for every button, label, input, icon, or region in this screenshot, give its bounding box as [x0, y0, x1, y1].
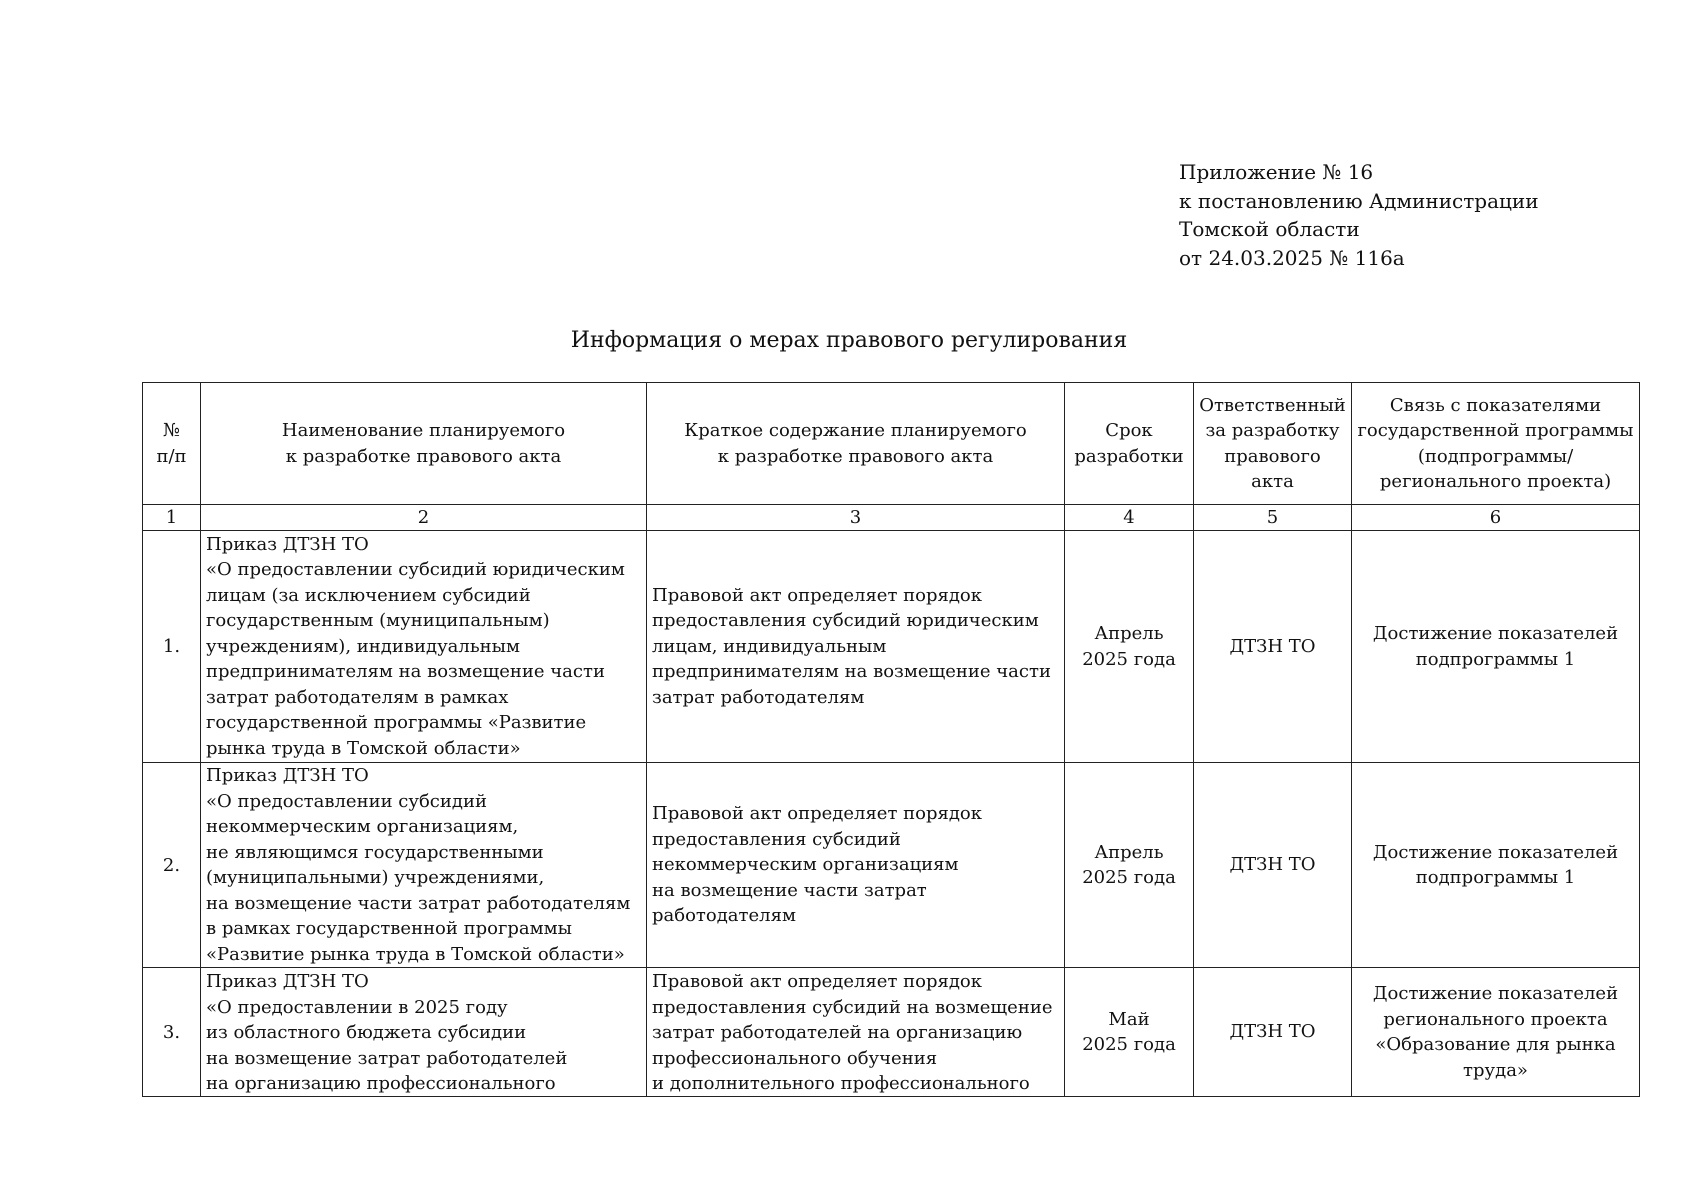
act-name-line: не являющимся государственными — [206, 841, 544, 863]
indicator-link-cell — [1352, 968, 1640, 1097]
term-line: Апрель — [1094, 841, 1164, 863]
act-name-line: «О предоставлении субсидий — [206, 790, 487, 812]
indicator-link-line: подпрограммы 1 — [1415, 648, 1576, 670]
header-line: Срок — [1105, 420, 1153, 441]
term-cell — [1065, 763, 1194, 968]
header-line: п/п — [156, 445, 187, 467]
act-name-line: Приказ ДТЗН ТО — [206, 765, 369, 786]
indicator-link-cell — [1352, 531, 1640, 763]
header-line: Краткое содержание планируемого — [684, 420, 1027, 441]
header-line: правового — [1224, 445, 1321, 467]
act-content-line: работодателям — [652, 905, 796, 927]
act-name-line: на возмещение затрат работодателей — [206, 1047, 568, 1069]
act-content-line: лицам, индивидуальным — [652, 635, 887, 657]
header-line: акта — [1251, 471, 1294, 492]
header-term — [1065, 383, 1194, 505]
indicator-link-cell — [1352, 763, 1640, 968]
indicator-link-line: Достижение показателей — [1372, 983, 1619, 1004]
column-number: 3 — [647, 505, 1065, 531]
act-content-line: затрат работодателей на организацию — [652, 1022, 1023, 1043]
header-line: № — [162, 420, 181, 441]
indicator-link-line: труда» — [1463, 1059, 1528, 1081]
header-line: государственной программы — [1357, 420, 1634, 441]
table-row — [143, 531, 1640, 763]
act-content-line: предоставления субсидий на возмещение — [652, 996, 1053, 1018]
act-name-line: государственной программы «Развитие — [206, 712, 587, 734]
act-content-line: профессионального обучения — [652, 1047, 938, 1069]
header-line: Наименование планируемого — [281, 420, 566, 441]
act-content-line: предпринимателям на возмещение части — [652, 661, 1051, 683]
act-name-line: лицам (за исключением субсидий — [206, 584, 531, 606]
act-content-line: предоставления субсидий — [652, 828, 901, 850]
indicator-link-line: подпрограммы 1 — [1415, 867, 1576, 888]
act-content-clip — [652, 969, 1059, 1095]
act-content-cell — [647, 968, 1065, 1097]
act-name-cell — [201, 531, 647, 763]
header-line: разработки — [1074, 445, 1184, 467]
indicator-link-line: регионального проекта — [1383, 1008, 1608, 1030]
appendix-line: Приложение № 16 — [1179, 160, 1374, 184]
act-name-line: на организацию профессионального — [206, 1073, 556, 1094]
table-header-row — [143, 383, 1640, 505]
term-line: 2025 года — [1082, 1034, 1176, 1055]
row-number: 2. — [143, 763, 201, 968]
header-responsible — [1194, 383, 1352, 505]
column-number-row — [143, 505, 1640, 531]
table-row — [143, 763, 1640, 968]
term-cell — [1065, 968, 1194, 1097]
appendix-line: к постановлению Администрации — [1179, 188, 1539, 213]
act-name-line: из областного бюджета субсидии — [206, 1022, 527, 1043]
act-name-line: (муниципальными) учреждениями, — [206, 867, 545, 888]
term-line: Май — [1108, 1008, 1150, 1030]
act-name-cell — [201, 968, 647, 1097]
act-name-line: на возмещение части затрат работодателям — [206, 892, 631, 914]
act-content-line: и дополнительного профессионального — [652, 1073, 1030, 1094]
act-name-line: в рамках государственной программы — [206, 918, 572, 939]
act-content-line: Правовой акт определяет порядок — [652, 803, 983, 825]
responsible-cell: ДТЗН ТО — [1194, 763, 1352, 968]
header-name — [201, 383, 647, 505]
header-line: (подпрограммы/ — [1417, 445, 1574, 467]
act-name-line: учреждениям), индивидуальным — [206, 635, 520, 657]
header-line: к разработке правового акта — [285, 445, 562, 467]
term-line: 2025 года — [1082, 867, 1176, 888]
act-name-line: предпринимателям на возмещение части — [206, 661, 605, 683]
table-row — [143, 968, 1640, 1097]
term-line: 2025 года — [1082, 648, 1176, 670]
act-content-line: Правовой акт определяет порядок — [652, 971, 983, 992]
indicator-link-line: «Образование для рынка — [1375, 1034, 1616, 1055]
column-number: 6 — [1352, 505, 1640, 531]
column-number: 2 — [201, 505, 647, 531]
column-number: 1 — [143, 505, 201, 531]
responsible-cell: ДТЗН ТО — [1194, 968, 1352, 1097]
act-name-clip — [206, 969, 641, 1095]
indicator-link-line: Достижение показателей — [1372, 841, 1619, 863]
act-name-cell — [201, 763, 647, 968]
document-title: Информация о мерах правового регулирования — [570, 328, 1128, 353]
act-name-line: государственным (муниципальным) — [206, 610, 550, 632]
act-name-line: рынка труда в Томской области» — [206, 737, 521, 759]
term-cell — [1065, 531, 1194, 763]
appendix-line: Томской области — [1179, 217, 1360, 241]
act-content-line: Правовой акт определяет порядок — [652, 584, 983, 606]
act-content-cell — [647, 763, 1065, 968]
row-number: 1. — [143, 531, 201, 763]
act-content-line: некоммерческим организациям — [652, 854, 959, 876]
header-no — [143, 383, 201, 505]
act-content-cell — [647, 531, 1065, 763]
header-content — [647, 383, 1065, 505]
act-name-line: «Развитие рынка труда в Томской области» — [206, 943, 625, 965]
header-line: Ответственный — [1199, 394, 1346, 416]
column-number: 5 — [1194, 505, 1352, 531]
act-content-line: на возмещение части затрат — [652, 879, 927, 901]
responsible-cell: ДТЗН ТО — [1194, 531, 1352, 763]
act-content-line: затрат работодателям — [652, 686, 865, 708]
appendix-line: от 24.03.2025 № 116а — [1179, 245, 1405, 270]
row-number: 3. — [143, 968, 201, 1097]
legal-measures-table — [142, 382, 1640, 1097]
act-name-line: затрат работодателям в рамках — [206, 686, 509, 708]
act-content-line: предоставления субсидий юридическим — [652, 610, 1039, 632]
header-line: к разработке правового акта — [717, 445, 994, 467]
header-line: Связь с показателями — [1389, 394, 1602, 416]
act-name-line: «О предоставлении субсидий юридическим — [206, 559, 625, 581]
act-name-line: Приказ ДТЗН ТО — [206, 971, 369, 992]
term-line: Апрель — [1094, 623, 1164, 644]
act-name-line: Приказ ДТЗН ТО — [206, 533, 369, 555]
act-name-line: некоммерческим организациям, — [206, 816, 519, 837]
appendix-block — [1179, 158, 1539, 272]
indicator-link-line: Достижение показателей — [1372, 623, 1619, 644]
header-line: регионального проекта) — [1379, 471, 1612, 492]
act-name-line: «О предоставлении в 2025 году — [206, 996, 508, 1018]
header-link — [1352, 383, 1640, 505]
column-number: 4 — [1065, 505, 1194, 531]
header-line: за разработку — [1205, 420, 1340, 441]
